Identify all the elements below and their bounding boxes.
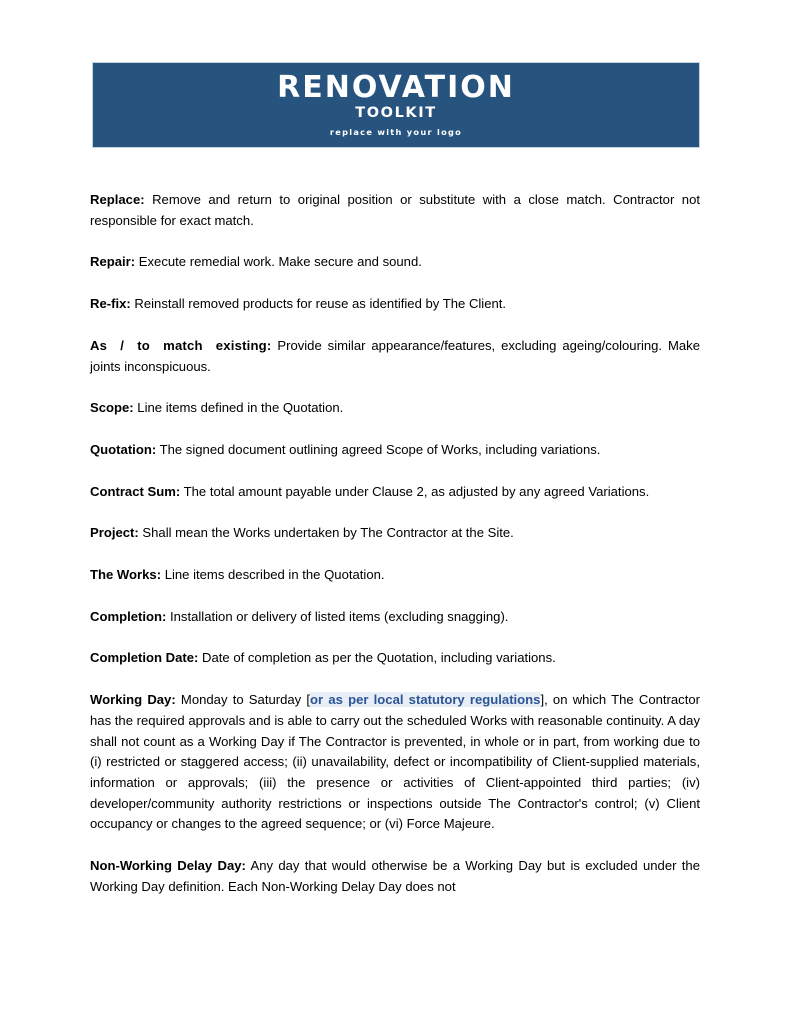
definition-non-working-delay-day: [90, 856, 700, 897]
definition-term: Project:: [90, 525, 139, 541]
definition-term: Replace:: [90, 192, 145, 207]
definition-working-day: [90, 690, 700, 835]
definitions-body: [90, 190, 700, 897]
definition-the-works: [90, 565, 700, 586]
banner-logo-placeholder-note: replace with your logo: [329, 127, 463, 138]
definition-term: Contract Sum:: [90, 483, 181, 499]
banner-subtitle: TOOLKIT: [355, 105, 437, 122]
definition-term: The Works:: [90, 567, 162, 583]
definition-text-after: ], on which The Contractor has the required approvals and is able to carry out the scheduled Works with reasonable continuity. A day shall not count as a Working Day if The Contractor is prevented, in whole or in part, from working due to (i) restricted or staggered access; (ii) unavailability, defect or incompatibility of Client-supplied materials, information or approvals; (iii) the presence or activities of Client-appointed third parties; (iv) developer/community authority restrictions or inspections outside The Contractor's control; (v) Client occupancy or changes to the agreed sequence; or (vi) Force Majeure.: [90, 692, 701, 832]
definition-text: Provide similar appearance/features, excluding ageing/colouring. Make joints inconspicuous.: [90, 337, 700, 374]
definition-term: Non-Working Delay Day:: [90, 858, 246, 874]
definition-re-fix: [90, 294, 700, 315]
definition-text: Any day that would otherwise be a Working Day but is excluded under the Working Day definition. Each Non-Working Delay Day does not: [90, 858, 700, 894]
definition-project: [90, 523, 700, 544]
header-banner: [92, 62, 700, 148]
definition-text: Reinstall removed products for reuse as identified by The Client.: [134, 296, 507, 312]
banner-title: RENOVATION: [277, 69, 515, 105]
definition-term: Quotation:: [90, 441, 157, 457]
definition-repair: [90, 252, 700, 273]
definition-text: Installation or delivery of listed items (excluding snagging).: [170, 608, 509, 624]
definition-term: Completion:: [90, 608, 167, 624]
definition-text: Execute remedial work. Make secure and sound.: [138, 254, 422, 270]
definition-term: Repair:: [90, 254, 136, 270]
definition-completion: [90, 607, 700, 628]
definition-scope: [90, 398, 700, 419]
definition-term: Working Day:: [90, 692, 176, 708]
definition-text: Line items defined in the Quotation.: [137, 400, 344, 416]
definition-term: Re-fix:: [90, 296, 131, 312]
definition-completion-date: [90, 648, 700, 669]
definition-text: The signed document outlining agreed Scope of Works, including variations.: [159, 441, 601, 457]
definition-text: Date of completion as per the Quotation, including variations.: [202, 650, 556, 666]
definition-text: Line items described in the Quotation.: [164, 567, 385, 583]
definition-replace: [90, 190, 700, 231]
definition-as-to-match-existing: [90, 336, 700, 377]
definition-text: Shall mean the Works undertaken by The Contractor at the Site.: [142, 525, 514, 541]
definition-contract-sum: [90, 482, 700, 503]
definition-term: Completion Date:: [90, 650, 199, 666]
definition-quotation: [90, 440, 700, 461]
definition-text-before: Monday to Saturday [: [180, 692, 311, 708]
definition-term: As / to match existing:: [90, 337, 272, 353]
definition-text: The total amount payable under Clause 2, as adjusted by any agreed Variations.: [183, 483, 650, 499]
definition-term: Scope:: [90, 400, 134, 416]
editable-placeholder-highlight[interactable]: or as per local statutory regulations: [310, 692, 541, 708]
definition-text: Remove and return to original position or substitute with a close match. Contractor not responsible for exact match.: [90, 192, 701, 228]
